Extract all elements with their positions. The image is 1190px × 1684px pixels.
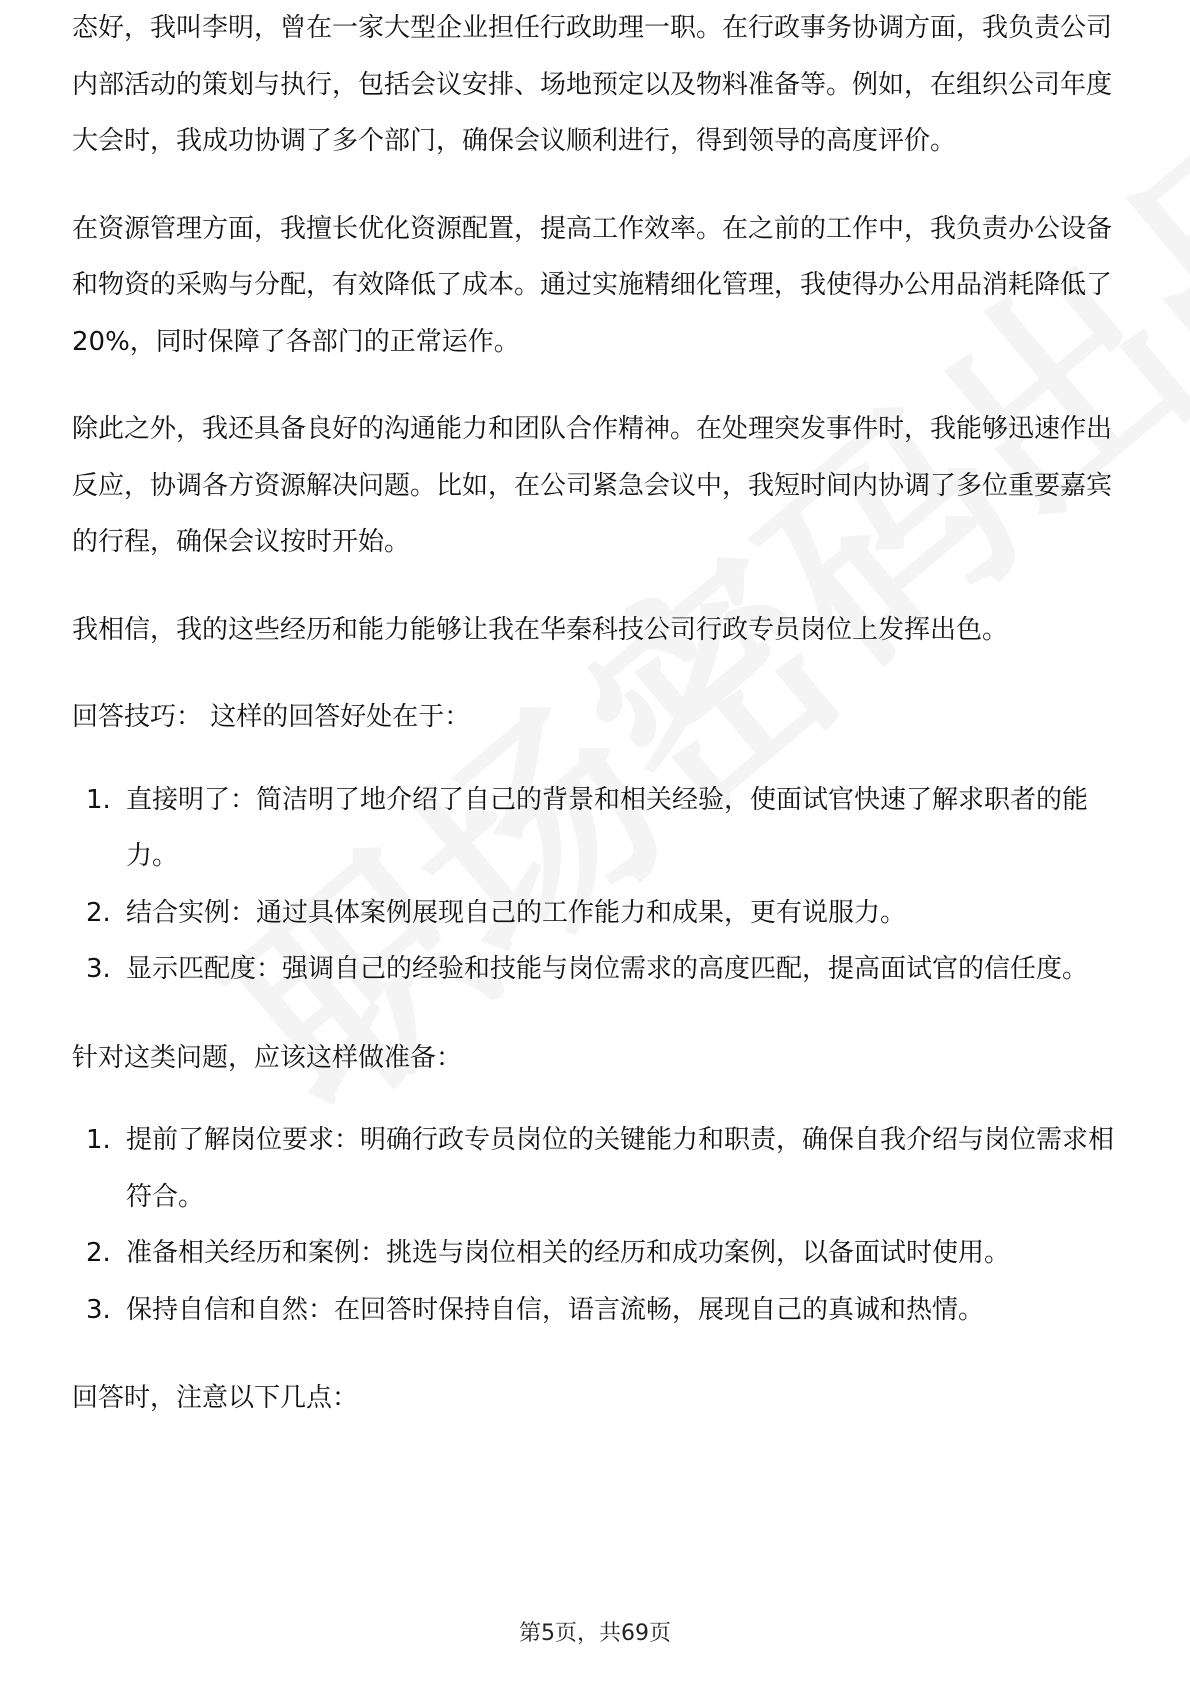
- attention-heading: 回答时，注意以下几点：: [72, 1383, 359, 1413]
- paragraph-intro: [72, 0, 1118, 170]
- list-number: 1.: [86, 784, 111, 815]
- list-item: [72, 1225, 1118, 1282]
- list-number: 2.: [86, 1238, 111, 1268]
- page-content: [72, 0, 1118, 1453]
- list-number: 1.: [86, 1125, 111, 1155]
- paragraph-conclusion: 我相信，我的这些经历和能力能够让我在华秦科技公司行政专员岗位上发挥出色。: [72, 614, 1009, 645]
- page-footer: 第5页，共69页: [519, 1621, 671, 1646]
- list-item: [72, 1112, 1118, 1225]
- list-text: 提前了解岗位要求：明确行政专员岗位的关键能力和职责，确保自我介绍与岗位需求相符合。: [126, 1125, 1115, 1212]
- paragraph-resource-management: 在资源管理方面，我擅长优化资源配置，提高工作效率。在之前的工作中，我负责办公设备和物资的采购与分配，有效降低了成本。通过实施精细化管理，我使得办公用品消耗降低了20%，同时保障了各部门的正常运作。: [72, 213, 1113, 357]
- paragraph-communication: 除此之外，我还具备良好的沟通能力和团队合作精神。在处理突发事件时，我能够迅速作出反应，协调各方资源解决问题。比如，在公司紧急会议中，我短时间内协调了多位重要嘉宾的行程，确保会议按时开始。: [72, 414, 1113, 557]
- tips-heading: 回答技巧： 这样的回答好处在于：: [72, 702, 471, 732]
- list-text: 直接明了：简洁明了地介绍了自己的背景和相关经验，使面试官快速了解求职者的能力。: [126, 784, 1089, 871]
- list-text: 显示匹配度：强调自己的经验和技能与岗位需求的高度匹配，提高面试官的信任度。: [126, 954, 1089, 984]
- list-text: 结合实例：通过具体案例展现自己的工作能力和成果，更有说服力。: [126, 897, 907, 928]
- list-text: 保持自信和自然：在回答时保持自信，语言流畅，展现自己的真诚和热情。: [126, 1294, 985, 1325]
- list-item: [72, 1282, 1118, 1339]
- list-item: [72, 885, 1118, 942]
- list-item: [72, 772, 1118, 885]
- list-text: 准备相关经历和案例：挑选与岗位相关的经历和成功案例，以备面试时使用。: [126, 1238, 1011, 1268]
- paragraph-text: 态好，我叫李明，曾在一家大型企业担任行政助理一职。在行政事务协调方面，我负责公司内部活动的策划与执行，包括会议安排、场地预定以及物料准备等。例如，在组织公司年度大会时，我成功协调了多个部门，确保会议顺利进行，得到领导的高度评价。: [72, 13, 1113, 156]
- prep-list: [72, 1112, 1118, 1338]
- list-item: [72, 941, 1118, 998]
- tips-list: [72, 772, 1118, 998]
- list-number: 3.: [86, 1294, 111, 1325]
- list-number: 3.: [86, 954, 111, 984]
- prep-heading: 针对这类问题，应该这样做准备：: [72, 1042, 463, 1073]
- list-number: 2.: [86, 897, 111, 928]
